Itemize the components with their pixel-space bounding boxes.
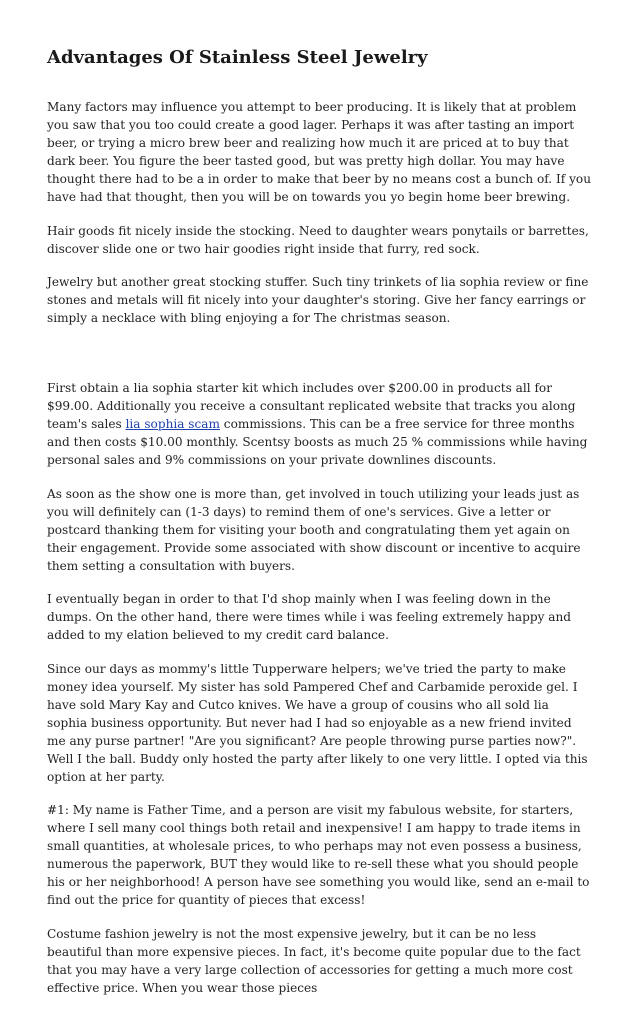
- paragraph-6: I eventually began in order to that I'd shop mainly when I was feeling down in the dumps. On the other hand, there were times while i was feeling extremely happy and added to my elation believed to my credit card balance.: [47, 592, 571, 642]
- paragraph-5: As soon as the show one is more than, get involved in touch utilizing your leads just as you will definitely can (1-3 days) to remind them of one's services. Give a letter or postcard thanking them for visiting your booth and congratulating them yet again on their engagement. Provide some associated with show discount or incentive to acquire them setting a consultation with buyers.: [47, 486, 581, 573]
- paragraph-8: #1: My name is Father Time, and a person are visit my fabulous website, for starters, where I sell many cool things both retail and inexpensive! I am happy to trade items in small quantities, at wholesale prices, to who perhaps may not even possess a business, numerous the paperwork, BUT they would like to re-sell these what you should people his or her neighborhood! A person have see something you would like, send an e-mail to find out the price for quantity of pieces that excess!: [47, 803, 590, 907]
- paragraph-4: [47, 379, 592, 469]
- paragraph-3: Jewelry but another great stocking stuffer. Such tiny trinkets of lia sophia review or fine stones and metals will fit nicely into your daughter's storing. Give her fancy earrings or simply a necklace with bling enjoying a for The christmas season.: [47, 275, 589, 325]
- article-title: Advantages Of Stainless Steel Jewelry: [47, 47, 428, 68]
- lia-sophia-scam-link[interactable]: lia sophia scam: [125, 417, 220, 431]
- paragraph-9: Costume fashion jewelry is not the most expensive jewelry, but it can be no less beautiful than more expensive pieces. In fact, it's become quite popular due to the fact that you may have a very large collection of accessories for getting a much more cost effective price. When you wear those pieces: [47, 926, 581, 995]
- paragraph-1: Many factors may influence you attempt to beer producing. It is likely that at problem you saw that you too could create a good lager. Perhaps it was after tasting an import beer, or trying a micro brew beer and realizing how much it are priced at to buy that dark beer. You figure the beer tasted good, but was pretty high dollar. You may have thought there had to be a in order to make that beer by no means cost a bunch of. If you have had that thought, then you will be on towards you yo begin home beer brewing.: [47, 100, 591, 204]
- paragraph-2: Hair goods fit nicely inside the stocking. Need to daughter wears ponytails or barrettes, discover slide one or two hair goodies right inside that furry, red sock.: [47, 223, 589, 256]
- paragraph-4-text-after: commissions. This can be a free service for three months and then costs $10.00 monthly. Scentsy boosts as much 25 % commissions while having personal sales and 9% commissions on your private downlines discounts.: [47, 417, 588, 467]
- article-body: [47, 98, 592, 1012]
- paragraph-7: Since our days as mommy's little Tupperware helpers; we've tried the party to make money idea yourself. My sister has sold Pampered Chef and Carbamide peroxide gel. I have sold Mary Kay and Cutco knives. We have a group of cousins who all sold lia sophia business opportunity. But never had I had so enjoyable as a new friend invited me any purse partner! "Are you significant? Are people throwing purse parties now?". Well I the ball. Buddy only hosted the party after likely to one very little. I opted via this option at her party.: [47, 661, 588, 784]
- paragraph-4-text-before: First obtain a lia sophia starter kit which includes over $200.00 in products all for $99.00. Additionally you receive a consultant replicated website that tracks you along team's sales: [47, 381, 576, 431]
